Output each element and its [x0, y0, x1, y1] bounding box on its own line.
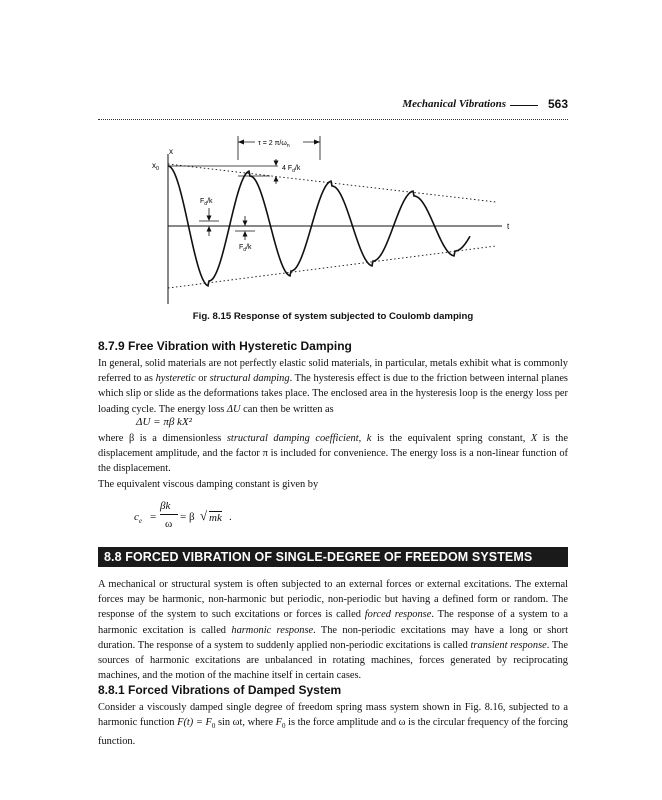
fd-upper-label: $F_d/k$ — [200, 198, 213, 207]
section-879-para2: where β is a dimensionless structural damping coefficient, k is the equivalent spring constant, X is the displacement amplitude, and the factor π is included for convenience. The energy loss is a non-linear function of the displacement. — [98, 433, 568, 475]
page-number: 563 — [547, 97, 568, 111]
x0-label: $x_0$ — [152, 161, 160, 172]
four-fd-label: 4 $F_d/k$ — [282, 165, 301, 174]
four-fd-arrowhead-top — [274, 161, 279, 167]
section-881-heading: 8.8.1 Forced Vibrations of Damped System — [98, 683, 342, 697]
period-arrowhead-right — [314, 140, 320, 145]
fd-upper-arrowhead-top — [207, 216, 212, 222]
coulomb-damping-figure — [140, 128, 520, 308]
x-axis-label: x — [169, 147, 173, 156]
section-879-heading: 8.7.9 Free Vibration with Hysteretic Damping — [98, 339, 352, 353]
section-879-para1: In general, solid materials are not perfectly elastic solid materials, in particular, metals exhibit what is commonly referred to as hysteretic or structural damping. The hysteresis effect is due to the friction between internal planes which slip or slide as the deformations takes place. The enclosed area in the hysteresis loop is the energy loss per loading cycle. The energy loss ΔU can then be written as — [98, 358, 568, 415]
section-88-para: A mechanical or structural system is often subjected to an external forces or external excitations. The external forces may be harmonic, non-harmonic but periodic, non-periodic but having a defined form or random. The response of the system to such excitations or forces is called forced response. The response of a system to a harmonic excitation is called harmonic response. The non-periodic excitations may have a long or short duration. The response of a system to suddenly applied non-periodic excitations is called transient response. The sources of harmonic excitations are unbalanced in rotating machines, forces generated by reciprocating machines, and the motion of the machine itself in certain cases. — [98, 579, 569, 682]
running-title: Mechanical Vibrations — [402, 98, 506, 110]
period-label: τ = 2 $\pi/\omega_n$ — [258, 140, 290, 149]
fd-lower-arrowhead-top — [243, 221, 248, 227]
fd-lower-label: $F_d/k$ — [239, 244, 252, 253]
section-88-banner: 8.8 FORCED VIBRATION OF SINGLE-DEGREE OF FREEDOM SYSTEMS — [98, 547, 568, 567]
period-arrowhead-left — [238, 140, 244, 145]
fraction-bar — [160, 514, 178, 515]
section-879-para3: The equivalent viscous damping constant is given by — [98, 479, 319, 490]
section-881-para: Consider a viscously damped single degree of freedom spring mass system shown in Fig. 8.16, subjected to a harmonic function $F(t) = F_0$ sin ωt, where $F_0$ is the force amplitude and ω is the circular frequency of the forcing function. — [98, 702, 568, 748]
t-axis-label: t — [507, 222, 510, 231]
header-rule — [510, 105, 538, 106]
four-fd-arrowhead-bottom — [274, 176, 279, 182]
figure-caption: Fig. 8.15 Response of system subjected to Coulomb damping — [192, 311, 474, 322]
energy-loss-equation: ΔU = πβ kX² — [136, 416, 192, 428]
lower-envelope-line — [168, 246, 496, 288]
header-dotted-rule — [98, 119, 568, 120]
running-header — [98, 98, 568, 114]
sqrt-sign: √ — [200, 508, 208, 523]
